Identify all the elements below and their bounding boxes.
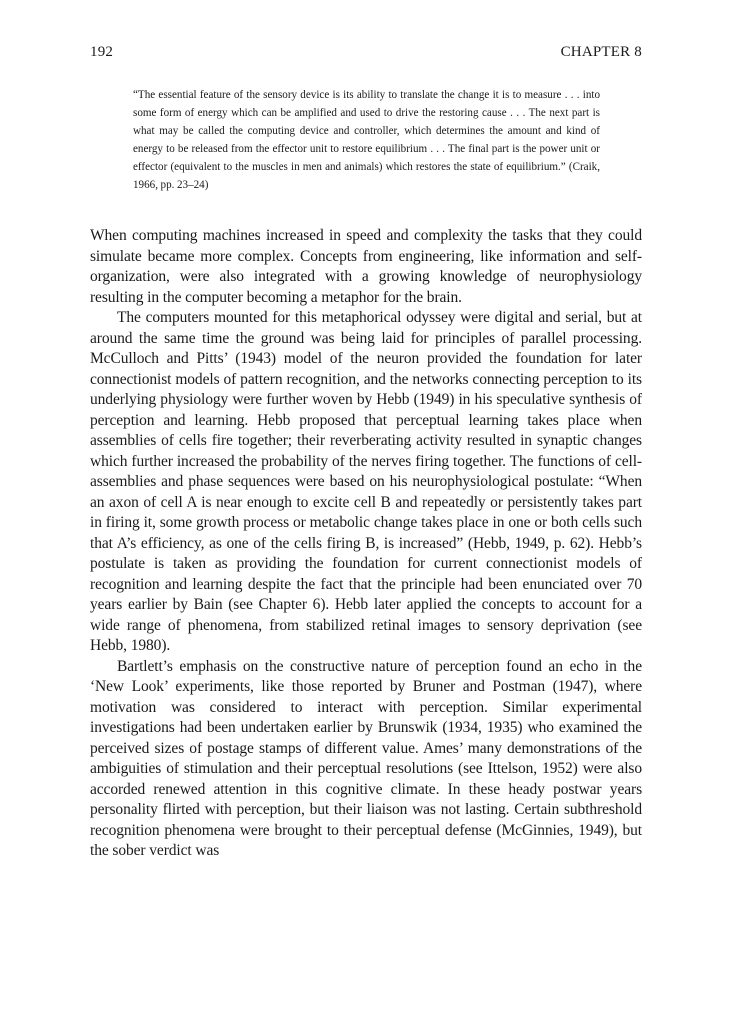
chapter-label: CHAPTER 8 xyxy=(560,44,642,60)
paragraph: Bartlett’s emphasis on the constructive nature of perception found an echo in the ‘New Look’ experiments, like those reported by Bruner and Postman (1947), where motivation was considered to interact with perception. Similar experimental investigations had been undertaken earlier by Brunswik (1934, 1935) who examined the perceived sizes of postage stamps of different value. Ames’ many demonstrations of the ambiguities of stimulation and their perceptual resolutions (see Ittelson, 1952) were also accorded renewed attention in this cognitive climate. In these heady postwar years personality flirted with perception, but their liaison was not lasting. Certain subthreshold recognition phenomena were brought to their perceptual defense (McGinnies, 1949), but the sober verdict was xyxy=(90,657,642,859)
paragraph: When computing machines increased in speed and complexity the tasks that they could simulate became more complex. Concepts from engineering, like information and self-organization, were also integrated with a growing knowledge of neurophysiology resulting in the computer becoming a metaphor for the brain. xyxy=(90,227,642,306)
block-quote: “The essential feature of the sensory device is its ability to translate the change it is to measure . . . into some form of energy which can be amplified and used to drive the restoring cause . . . The next part is what may be called the computing device and controller, which determines the amount and kind of energy to be released from the effector unit to restore equilibrium . . . The final part is the power unit or effector (equivalent to the muscles in men and animals) which restores the state of equilibrium.” (Craik, 1966, pp. 23–24) xyxy=(133,89,600,192)
paragraph: The computers mounted for this metaphorical odyssey were digital and serial, but at around the same time the ground was being laid for principles of parallel processing. McCulloch and Pitts’ (1943) model of the neuron provided the foundation for later connectionist models of pattern recognition, and the networks connecting perception to its underlying physiology were further woven by Hebb (1949) in his speculative synthesis of perception and learning. Hebb proposed that perceptual learning takes place when assemblies of cells fire together; their reverberating activity resulted in synaptic changes which further increased the probability of the nerves firing together. The functions of cell-assemblies and phase sequences were based on his neurophysiological postulate: “When an axon of cell A is near enough to excite cell B and repeatedly or persistently takes part in firing it, some growth process or metabolic change takes place in one or both cells such that A’s efficiency, as one of the cells firing B, is increased” (Hebb, 1949, p. 62). Hebb’s postulate is taken as providing the foundation for current connectionist models of recognition and learning despite the fact that the principle had been enunciated over 70 years earlier by Bain (see Chapter 6). Hebb later applied the concepts to account for a wide range of phenomena, from stabilized retinal images to sensory deprivation (see Hebb, 1980). xyxy=(90,309,642,654)
body-text xyxy=(90,226,642,862)
page-number: 192 xyxy=(90,44,114,60)
running-header xyxy=(90,44,642,64)
